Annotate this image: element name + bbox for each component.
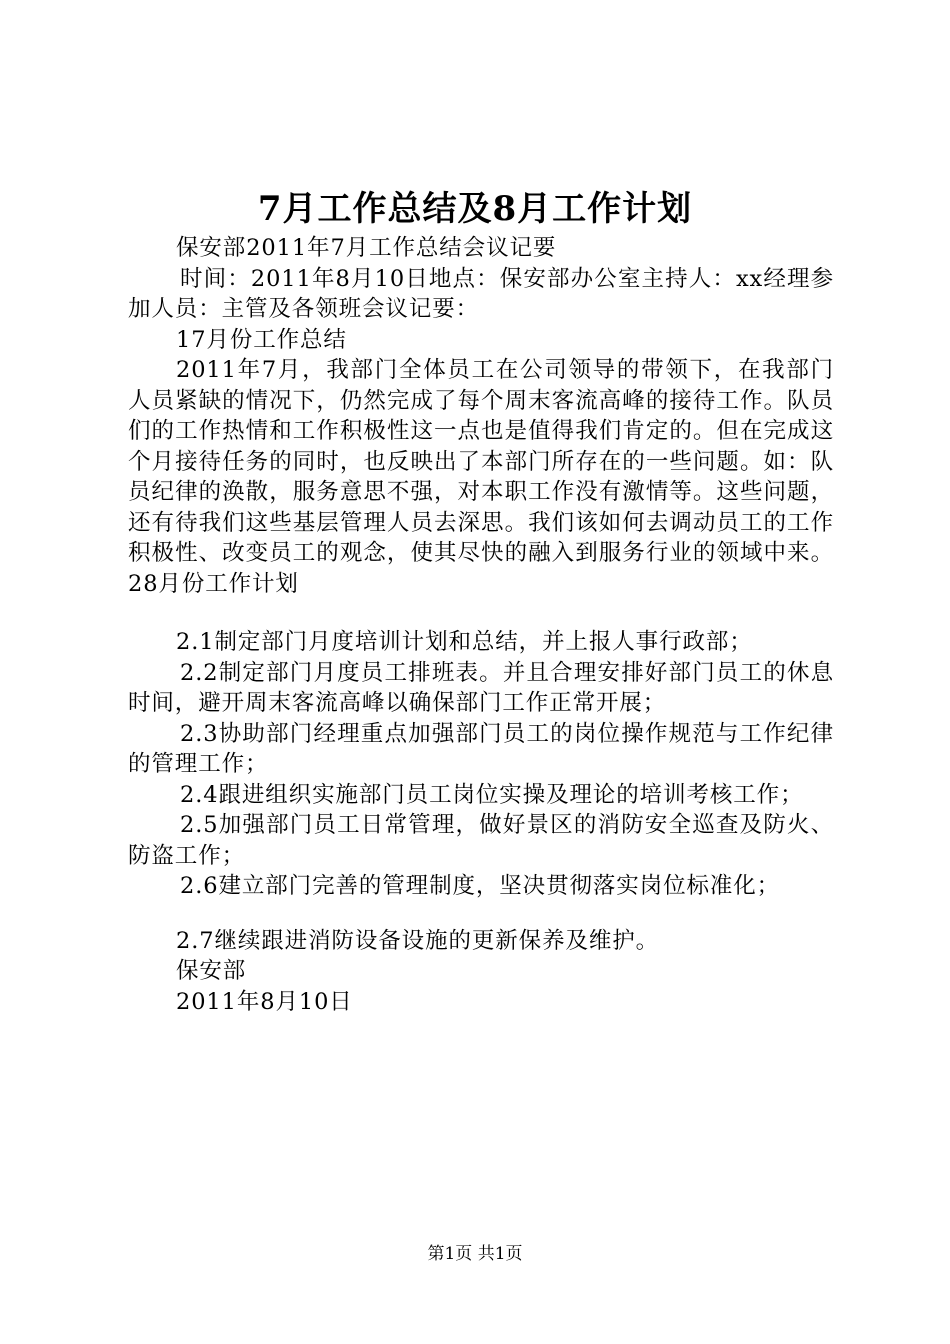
section-heading-july: 17月份工作总结: [176, 326, 347, 353]
plan-item-2-4: 2.4跟进组织实施部门员工岗位实操及理论的培训考核工作；: [180, 781, 804, 808]
july-summary-paragraph: 2011年7月，我部门全体员工在公司领导的带领下，在我部门人员紧缺的情况下，仍然完成了每个周末客流高峰的接待工作。队员们的工作热情和工作积极性这一点也是值得我们肯定的。但在完成这个月接待任务的同时，也反映出了本部门所存在的一些问题。如：队员纪律的涣散，服务意思不强，对本职工作没有激情等。这些问题，还有待我们这些基层管理人员去深思。我们该如何去调动员工的工作积极性、改变员工的观念，使其尽快的融入到服务行业的领域中来。28月份工作计划: [128, 357, 834, 597]
document-title: 7月工作总结及8月工作计划: [257, 189, 693, 229]
plan-item-2-5: 2.5加强部门员工日常管理，做好景区的消防安全巡查及防火、防盗工作；: [128, 812, 834, 869]
signature-department: 保安部: [176, 958, 247, 984]
meeting-heading: 保安部2011年7月工作总结会议记要: [176, 235, 557, 261]
plan-item-2-7: 2.7继续跟进消防设备设施的更新保养及维护。: [176, 927, 660, 954]
signature-date: 2011年8月10日: [176, 988, 353, 1015]
plan-item-2-3: 2.3协助部门经理重点加强部门员工的岗位操作规范与工作纪律的管理工作；: [128, 720, 834, 777]
plan-item-2-1: 2.1制定部门月度培训计划和总结，并上报人事行政部；: [176, 629, 753, 655]
plan-item-2-2: 2.2制定部门月度员工排班表。并且合理安排好部门员工的休息时间，避开周末客流高峰以确保部门工作正常开展；: [128, 659, 834, 716]
plan-item-2-6: 2.6建立部门完善的管理制度，坚决贯彻落实岗位标准化；: [180, 873, 781, 899]
page-footer: 第1页 共1页: [427, 1244, 523, 1264]
meeting-info: 时间：2011年8月10日地点：保安部办公室主持人：xx经理参加人员：主管及各领班会议记要：: [128, 265, 834, 322]
document-body: [128, 233, 834, 1017]
